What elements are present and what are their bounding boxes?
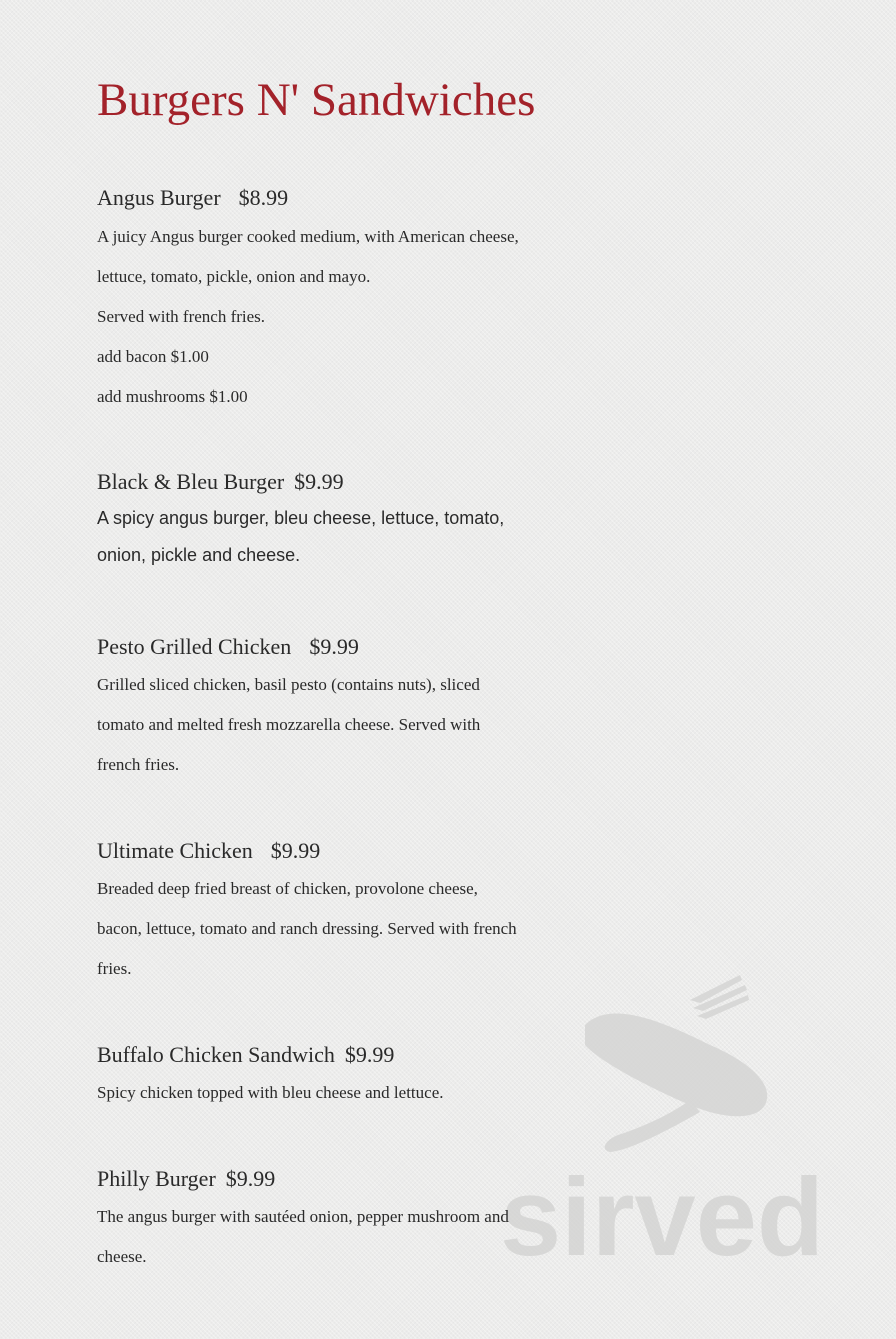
menu-item-description: bacon, lettuce, tomato and ranch dressing. Served with french	[97, 919, 517, 938]
menu-item-header	[97, 1040, 817, 1070]
menu-item-price: $9.99	[225, 1166, 276, 1191]
menu-item	[97, 467, 817, 574]
menu-item-name: Buffalo Chicken Sandwich	[97, 1042, 335, 1067]
menu-item-name: Black & Bleu Burger	[97, 469, 285, 494]
menu-item-description: french fries.	[97, 755, 180, 774]
menu-item-description: A juicy Angus burger cooked medium, with American cheese,	[97, 227, 519, 246]
menu-item-price: $9.99	[344, 1042, 395, 1067]
menu-item-name: Pesto Grilled Chicken	[97, 634, 292, 659]
menu-item-description: fries.	[97, 959, 132, 978]
menu-item	[97, 836, 817, 989]
page-title: Burgers N' Sandwiches	[97, 74, 536, 126]
menu-item-name: Philly Burger	[97, 1166, 216, 1191]
menu-item-description: lettuce, tomato, pickle, onion and mayo.	[97, 267, 371, 286]
menu-item	[97, 1040, 817, 1113]
menu-item-header	[97, 632, 817, 662]
menu-item-addon: add mushrooms $1.00	[97, 387, 248, 406]
menu-item-name: Ultimate Chicken	[97, 838, 253, 863]
menu-item-price: $9.99	[294, 469, 344, 494]
menu-item-addon: add bacon $1.00	[97, 347, 209, 366]
menu-item-price: $9.99	[270, 838, 321, 863]
menu-item-description: onion, pickle and cheese.	[97, 545, 301, 565]
menu-item	[97, 632, 817, 785]
menu-item-description: A spicy angus burger, bleu cheese, lettuce, tomato,	[97, 508, 505, 528]
watermark-text: sirved	[500, 1156, 825, 1279]
menu-item-price: $8.99	[238, 185, 289, 210]
menu-item-description: Breaded deep fried breast of chicken, provolone cheese,	[97, 879, 478, 898]
menu-item-header	[97, 836, 817, 866]
menu-item-header	[97, 467, 817, 497]
menu-item-description: Served with french fries.	[97, 307, 266, 326]
menu-item-description: Spicy chicken topped with bleu cheese and lettuce.	[97, 1083, 444, 1102]
menu-item	[97, 1164, 817, 1277]
menu-item-price: $9.99	[309, 634, 359, 659]
menu-item-description: The angus burger with sautéed onion, pepper mushroom and	[97, 1207, 509, 1226]
menu-item-header	[97, 1164, 817, 1194]
menu-item-description: cheese.	[97, 1247, 147, 1266]
menu-item	[97, 183, 817, 417]
menu-item-name: Angus Burger	[97, 185, 221, 210]
menu-item-description: Grilled sliced chicken, basil pesto (contains nuts), sliced	[97, 675, 480, 694]
menu-item-description: tomato and melted fresh mozzarella cheese. Served with	[97, 715, 481, 734]
menu-item-header	[97, 183, 817, 213]
